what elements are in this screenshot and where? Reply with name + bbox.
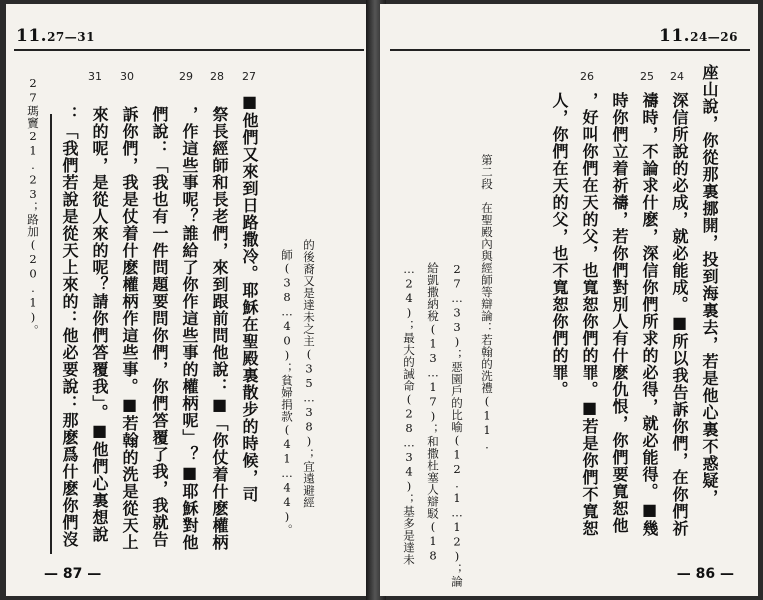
left-header-range: 27—31 xyxy=(47,30,95,44)
text-column: 們說：「我也有一件問題要問你們，你們答覆了我，我就告 xyxy=(150,106,169,548)
left-margin-bar xyxy=(50,114,52,554)
right-page-header xyxy=(659,26,738,46)
right-verse-number: 25 xyxy=(640,70,654,83)
section-note: 的後裔又是達未之主(35…38)；宜遠避經 xyxy=(302,239,316,509)
right-header-chapter: 11. xyxy=(659,26,691,46)
text-column: 祭長經師和長老們，來到跟前問他說：■「你仗着什麽權柄 xyxy=(210,106,229,551)
right-page-number: — 86 — xyxy=(676,566,734,582)
right-header-range: 24—26 xyxy=(690,30,738,44)
text-column: 禱時，不論求什麽，深信你們所求的必得，就必能得。■幾 xyxy=(640,92,659,537)
section-note: …24)；最大的誡命(28…34)；基多是達未 xyxy=(402,262,416,566)
text-column: ：「我們若說是從天上來的：他必要說：那麽爲什麽你們沒 xyxy=(60,106,79,548)
left-page xyxy=(6,4,372,596)
left-verse-number: 30 xyxy=(120,70,134,83)
text-column: 座山說，你從那裏挪開，投到海裏去，若是他心裏不惑疑， xyxy=(700,64,719,506)
left-verse-number: 31 xyxy=(88,70,102,83)
right-page xyxy=(380,4,758,596)
left-verse-number: 29 xyxy=(179,70,193,83)
left-verse-number: 27 xyxy=(242,70,256,83)
text-column: ，好叫你們在天的父，也寬恕你們的罪。■若是你們不寬恕 xyxy=(580,92,599,537)
right-verse-number: 24 xyxy=(670,70,684,83)
text-column: 時你們立着祈禱，若你們對別人有什麽仇恨，你們要寬恕他 xyxy=(610,92,629,534)
section-note: 師(38…40)；貧婦捐款(41…44)。 xyxy=(280,249,294,536)
text-column: ■他們又來到日路撒冷。耶穌在聖殿裏散步的時候，司 xyxy=(240,92,259,503)
text-column: 訴你們，我是仗着什麽權柄作這些事。■若翰的洗是從天上 xyxy=(120,106,139,551)
section-note: 27…33)；惡園戶的比喻(12.1…12)；論 xyxy=(450,262,464,588)
text-column: 深信所說的必成，就必能成。■所以我告訴你們，在你們祈 xyxy=(670,92,689,537)
section-title: 第二段 在聖殿內與經師等辯論：若翰的洗禮(11. xyxy=(480,154,494,452)
margin-cross-reference: 27瑪竇21.23；路加(20.1)。 xyxy=(26,76,40,337)
text-column: ，作這些事呢？誰給了你作這些事的權柄呢」？■耶穌對他 xyxy=(180,106,199,551)
section-note: 給凱撒納稅(13…17)；和撒杜塞人辯駁(18 xyxy=(426,262,440,563)
text-column: 來的呢，是從人來的呢？請你們答覆我」。■他們心裏想說 xyxy=(90,106,109,543)
text-column: 人，你們在天的父，也不寬恕你們的罪。 xyxy=(550,92,569,398)
right-header-rule xyxy=(390,49,750,51)
left-verse-number: 28 xyxy=(210,70,224,83)
left-header-chapter: 11. xyxy=(16,26,48,46)
left-page-number: — 87 — xyxy=(44,566,102,582)
right-verse-number: 26 xyxy=(580,70,594,83)
left-page-header xyxy=(16,26,95,46)
left-header-rule xyxy=(14,49,364,51)
